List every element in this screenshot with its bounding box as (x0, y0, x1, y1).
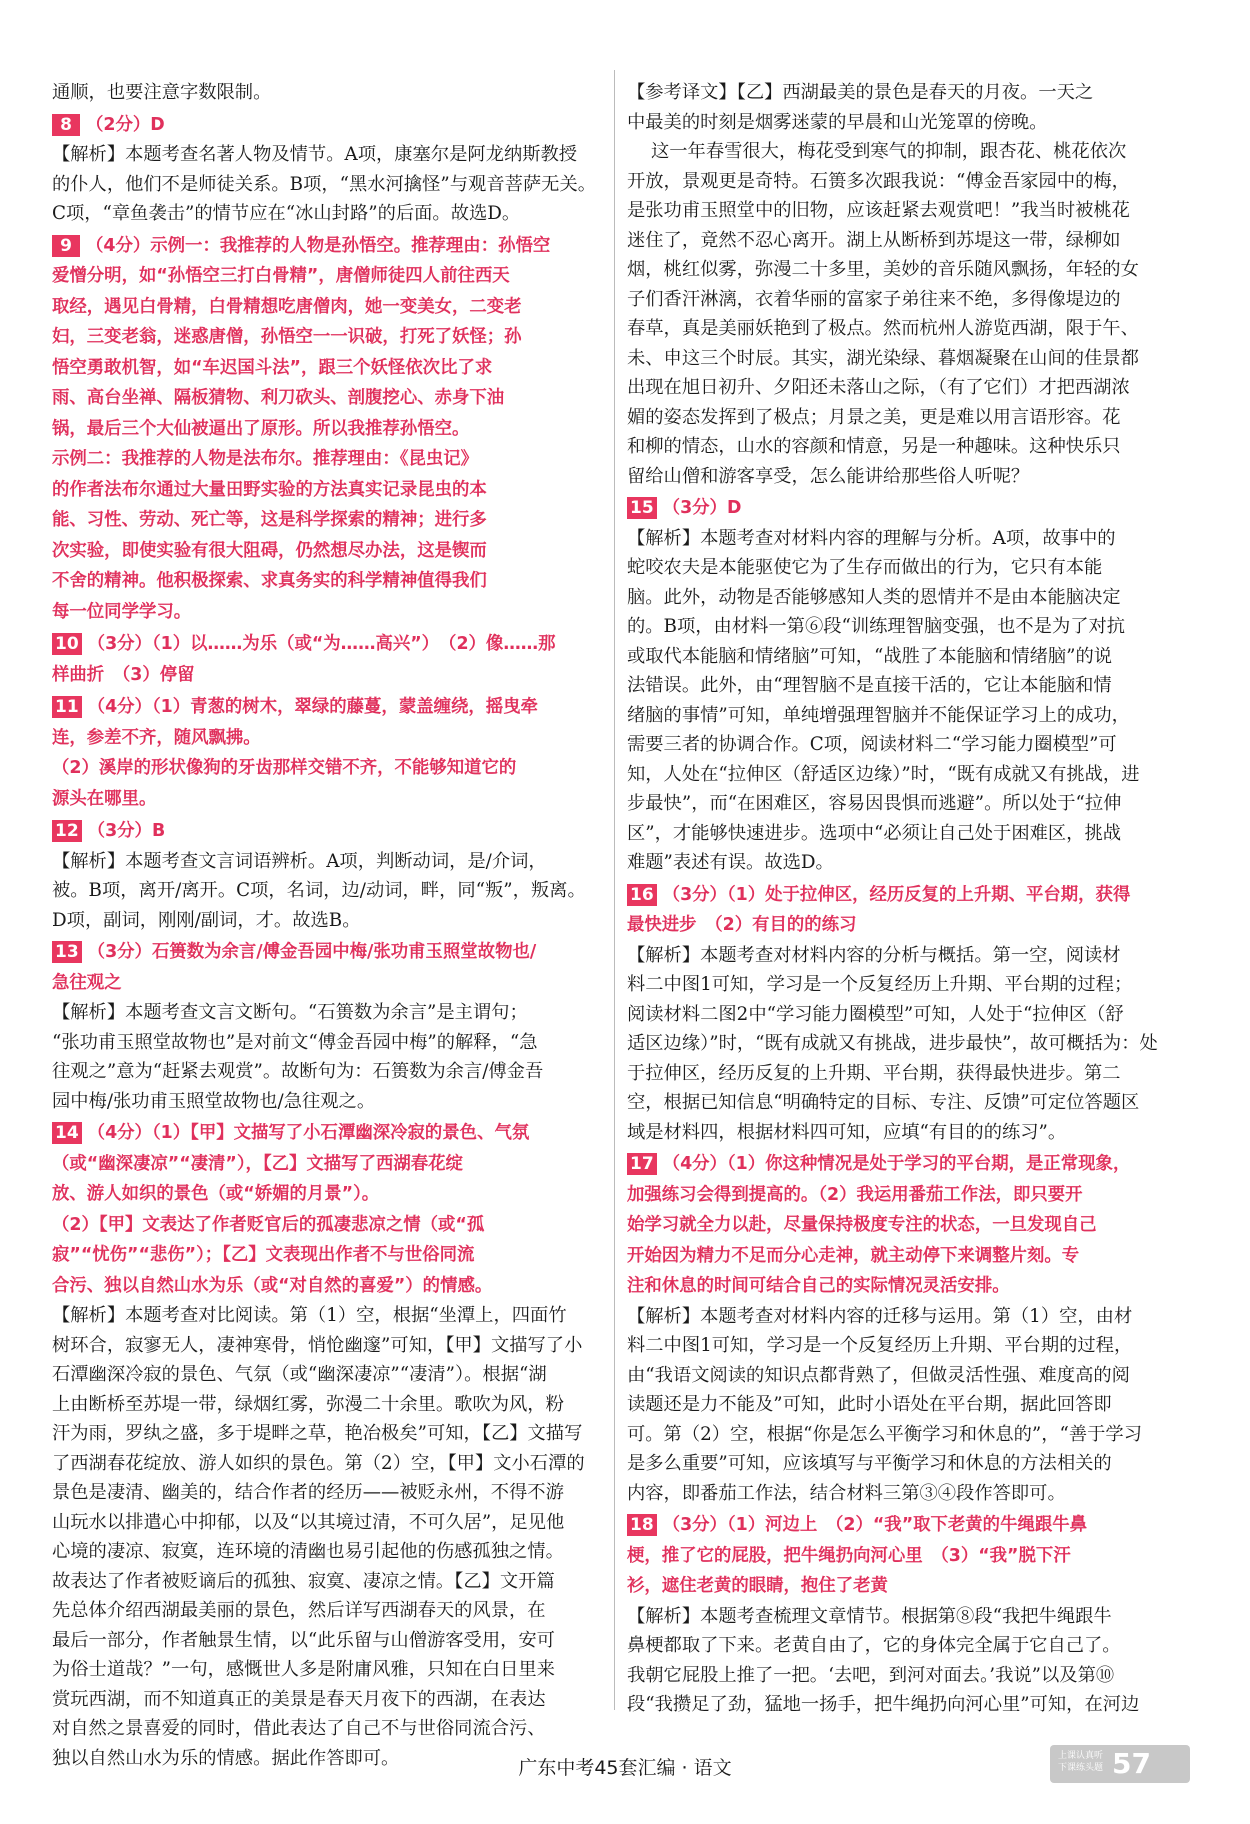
answer-text: （3分）（1）处于拉伸区，经历反复的上升期、平台期，获得 (662, 884, 1131, 905)
answer-text: （4分）（1）青葱的树木，翠绿的藤蔓，蒙盖缠绕，摇曳牵 (87, 697, 538, 717)
answer-text: 锅，最后三个大仙被逼出了原形。所以我推荐孙悟空。 (52, 418, 470, 439)
answer-text: 爱憎分明，如“孙悟空三打白骨精”，唐僧师徒四人前往西天 (52, 266, 510, 286)
explanation-text: 景色是凄清、幽美的，结合作者的经历——被贬永州，不得不游 (52, 1482, 564, 1503)
explanation-text: 读题还是力不能及”可知，此时小语处在平台期，据此回答即 (627, 1394, 1112, 1415)
explanation-text: 脑。此外，动物是否能够感知人类的恩情并不是由本能脑决定 (627, 586, 1121, 608)
explanation-text: C项，“章鱼袭击”的情节应在“冰山封路”的后面。故选D。 (52, 203, 521, 224)
explanation-text: 法错误。此外，由“理智脑不是直接干活的，它让本能脑和情 (627, 675, 1112, 696)
explanation-text: 留给山僧和游客享受，怎么能讲给那些俗人听呢？ (627, 465, 1030, 487)
answer-text: 每一位同学学习。 (52, 601, 192, 622)
answer-text: 始学习就全力以赴，尽量保持极度专注的状态，一旦发现自己 (627, 1215, 1097, 1235)
question-number: 16 (627, 884, 657, 906)
answer-text: （4分）（1）【甲】文描写了小石潭幽深冷寂的景色、气氛 (87, 1123, 530, 1143)
explanation-text: 和柳的情态，山水的容颜和情意，另是一种趣味。这种快乐只 (627, 436, 1121, 457)
answer-text: （4分）示例一：我推荐的人物是孙悟空。推荐理由：孙悟空 (86, 235, 551, 256)
explanation-text: 由“我语文阅读的知识点都背熟了，但做灵活性强、难度高的阅 (627, 1364, 1130, 1386)
answer-text: （或“幽深凄凉”“凄清”），【乙】文描写了西湖春花绽 (52, 1153, 463, 1174)
explanation-text: 了西湖春花绽放、游人如织的景色。第（2）空，【甲】文小石潭的 (52, 1452, 585, 1474)
explanation-text: 阅读材料二图2中“学习能力圈模型”可知，人处于“拉伸区（舒 (627, 1003, 1124, 1025)
explanation-text: 空，根据已知信息“明确特定的目标、专注、反馈”可定位答题区 (627, 1092, 1140, 1113)
answer-text: 衫，遮住老黄的眼睛，抱住了老黄 (627, 1576, 888, 1596)
answer-text: 寂”“忧伤”“悲伤”）；【乙】文表现出作者不与世俗同流 (52, 1245, 475, 1265)
answer-text: （2）溪岸的形状像狗的牙齿那样交错不齐，不能够知道它的 (52, 758, 517, 778)
explanation-text: 【解析】本题考查名著人物及情节。A项，康塞尔是阿龙纳斯教授 (52, 144, 578, 165)
answer-text: 样曲折 （3）停留 (52, 664, 195, 685)
answer-text: （3分）石篑数为余言/傅金吾园中梅/张功甫玉照堂故物也/ (87, 942, 537, 962)
answer-text: 源头在哪里。 (52, 788, 157, 809)
answer-text: （2）【甲】文表达了作者贬官后的孤凄悲凉之情（或“孤 (52, 1214, 485, 1235)
explanation-text: 步最快”，而“在困难区，容易因畏惧而逃避”。所以处于“拉伸 (627, 793, 1122, 814)
answer-text: 悟空勇敢机智，如“车迟国斗法”，跟三个妖怪依次比了求 (52, 357, 493, 378)
page-footer (0, 1745, 1250, 1785)
answer-text: 加强练习会得到提高的。（2）我运用番茄工作法，即只要开 (627, 1184, 1083, 1205)
explanation-text: 可。第（2）空，根据“你是怎么平衡学习和休息的”，“善于学习 (627, 1423, 1142, 1445)
explanation-text: 开放，景观更是奇特。石篑多次跟我说：“傅金吾家园中的梅， (627, 170, 1130, 192)
answer-item-10 (52, 629, 607, 690)
answer-text: 雨、高台坐禅、隔板猜物、利刀砍头、剖腹挖心、赤身下油 (52, 388, 505, 408)
explanation-text: “张功甫玉照堂故物也”是对前文“傅金吾园中梅”的解释，“急 (52, 1031, 538, 1053)
explanation-text: 【解析】本题考查对比阅读。第（1）空，根据“坐潭上，四面竹 (52, 1305, 567, 1326)
explanation-text: 的仆人，他们不是师徒关系。B项，“黑水河擒怪”与观音菩萨无关。 (52, 173, 597, 195)
answer-item-14 (52, 1118, 607, 1773)
answer-text: （3分）D (662, 498, 742, 518)
explanation-text: 料二中图1可知，学习是一个反复经历上升期、平台期的过程， (627, 1335, 1133, 1356)
explanation-text: 内容，即番茄工作法，结合材料三第③④段作答即可。 (627, 1482, 1066, 1504)
explanation-text: 于拉伸区，经历反复的上升期、平台期，获得最快进步。第二 (627, 1062, 1121, 1084)
answer-text: 开始因为精力不足而分心走神，就主动停下来调整片刻。专 (627, 1245, 1080, 1266)
explanation-text: 【解析】本题考查对材料内容的迁移与运用。第（1）空，由材 (627, 1305, 1133, 1327)
answer-text: 能、习性、劳动、死亡等，这是科学探索的精神；进行多 (52, 510, 487, 530)
explanation-text: 【解析】本题考查文言词语辨析。A项，判断动词，是/介词， (52, 850, 547, 872)
explanation-text: 通顺，也要注意字数限制。 (52, 82, 272, 103)
explanation-text: 最后一部分，作者触景生情，以“此乐留与山僧游客受用，安可 (52, 1629, 555, 1651)
explanation-text: 汗为雨，罗纨之盛，多于堤畔之草，艳冶极矣”可知，【乙】文描写 (52, 1423, 583, 1444)
explanation-text: 中最美的时刻是烟雾迷蒙的早晨和山光笼罩的傍晚。 (627, 111, 1048, 133)
badge-slogan: 上课认真听 下课练头题 (1058, 1751, 1104, 1773)
answer-text: 不舍的精神。他积极探索、求真务实的科学精神值得我们 (52, 571, 487, 591)
explanation-text: 往观之”意为“赶紧去观赏”。故断句为：石篑数为余言/傅金吾 (52, 1061, 544, 1082)
question-number: 10 (52, 633, 82, 655)
page-badge (1050, 1745, 1190, 1783)
answer-item-9 (52, 231, 607, 628)
explanation-text: 【解析】本题考查对材料内容的分析与概括。第一空，阅读材 (627, 944, 1121, 966)
text-block (627, 78, 1187, 491)
explanation-text: 对自然之景喜爱的同时，借此表达了自己不与世俗同流合污、 (52, 1718, 546, 1739)
answer-item-17 (627, 1149, 1187, 1508)
explanation-text: 媚的姿态发挥到了极点；月景之美，更是难以用言语形容。花 (627, 406, 1121, 428)
explanation-text: 先总体介绍西湖最美丽的景色，然后详写西湖春天的风景，在 (52, 1600, 546, 1621)
question-number: 9 (52, 235, 80, 257)
explanation-text: 石潭幽深冷寂的景色、气氛（或“幽深凄凉”“凄清”）。根据“湖 (52, 1364, 547, 1385)
explanation-text: 上由断桥至苏堤一带，绿烟红雾，弥漫二十余里。歌吹为风，粉 (52, 1393, 564, 1415)
answer-text: （4分）（1）你这种情况是处于学习的平台期，是正常现象， (662, 1154, 1131, 1174)
explanation-text: 这一年春雪很大，梅花受到寒气的抑制，跟杏花、桃花依次 (651, 141, 1127, 162)
explanation-text: 是多么重要”可知，应该填写与平衡学习和休息的方法相关的 (627, 1453, 1112, 1474)
explanation-text: 域是材料四，根据材料四可知，应填“有目的的练习”。 (627, 1121, 1067, 1143)
answer-text: 最快进步 （2）有目的的练习 (627, 915, 857, 935)
answer-text: 合污、独以自然山水为乐（或“对自然的喜爱”）的情感。 (52, 1275, 493, 1296)
explanation-text: 是张功甫玉照堂中的旧物，应该赶紧去观赏吧！”我当时被桃花 (627, 200, 1130, 221)
answer-text: （2分）D (86, 114, 165, 135)
question-number: 14 (52, 1122, 82, 1144)
answer-item-8 (52, 110, 607, 229)
explanation-text: 【解析】本题考查梳理文章情节。根据第⑧段“我把牛绳跟牛 (627, 1605, 1112, 1627)
question-number: 17 (627, 1153, 657, 1175)
explanation-text: 迷住了，竟然不忍心离开。湖上从断桥到苏堤这一带，绿柳如 (627, 229, 1121, 251)
answer-text: 连，参差不齐，随风飘拂。 (52, 727, 261, 748)
left-column (52, 78, 607, 1775)
answer-text: 示例二：我推荐的人物是法布尔。推荐理由：《昆虫记》 (52, 449, 479, 469)
explanation-text: 我朝它屁股上推了一把。‘去吧，到河对面去。’我说”以及第⑩ (627, 1664, 1115, 1686)
explanation-text: 【解析】本题考查对材料内容的理解与分析。A项，故事中的 (627, 527, 1116, 549)
question-number: 8 (52, 114, 80, 136)
explanation-text: 绪脑的事情”可知，单纯增强理智脑并不能保证学习上的成功， (627, 704, 1130, 726)
explanation-text: D项，副词，刚刚/副词，才。故选B。 (52, 909, 361, 931)
explanation-text: 被。B项，离开/离开。C项，名词，边/动词，畔，同“叛”，叛离。 (52, 880, 586, 901)
explanation-text: 子们香汗淋漓，衣着华丽的富家子弟往来不绝，多得像堤边的 (627, 288, 1121, 310)
answer-text: 妇，三变老翁，迷惑唐僧，孙悟空一一识破，打死了妖怪；孙 (52, 327, 522, 347)
right-column (627, 78, 1187, 1722)
explanation-text: 需要三者的协调合作。C项，阅读材料二“学习能力圈模型”可 (627, 734, 1117, 755)
explanation-text: 料二中图1可知，学习是一个反复经历上升期、平台期的过程； (627, 974, 1133, 995)
explanation-text: 蛇咬农夫是本能驱使它为了生存而做出的行为，它只有本能 (627, 557, 1103, 578)
answer-item-16 (627, 880, 1187, 1148)
page-number: 57 (1112, 1747, 1151, 1780)
answer-text: 的作者法布尔通过大量田野实验的方法真实记录昆虫的本 (52, 479, 487, 500)
explanation-text: 山玩水以排遣心中抑郁，以及“以其境过清，不可久居”，足见他 (52, 1511, 565, 1533)
explanation-text: 段“我攒足了劲，猛地一扬手，把牛绳扔向河心里”可知，在河边 (627, 1694, 1140, 1715)
answer-item-18 (627, 1510, 1187, 1720)
explanation-text: 或取代本能脑和情绪脑”可知，“战胜了本能脑和情绪脑”的说 (627, 645, 1113, 667)
explanation-text: 难题”表述有误。故选D。 (627, 852, 834, 873)
answer-item-11 (52, 692, 607, 814)
explanation-text: 故表达了作者被贬谪后的孤独、寂寞、凄凉之情。【乙】文开篇 (52, 1570, 555, 1592)
answer-text: 急往观之 (52, 972, 122, 993)
explanation-text: 的。B项，由材料一第⑥段“训练理智脑变强，也不是为了对抗 (627, 616, 1126, 637)
explanation-text: 烟，桃红似雾，弥漫二十多里，美妙的音乐随风飘扬，年轻的女 (627, 259, 1139, 280)
text-block (52, 78, 607, 108)
answer-text: （3分）B (87, 821, 166, 841)
answer-item-12 (52, 816, 607, 935)
column-divider (614, 70, 615, 1710)
answer-text: 取经，遇见白骨精，白骨精想吃唐僧肉，她一变美女，二变老 (52, 296, 522, 317)
answer-text: 梗，推了它的屁股，把牛绳扔向河心里 （3）“我”脱下汗 (627, 1545, 1071, 1566)
explanation-text: 出现在旭日初升、夕阳还未落山之际，（有了它们）才把西湖浓 (627, 377, 1130, 398)
explanation-text: 春草，真是美丽妖艳到了极点。然而杭州人游览西湖，限于午、 (627, 318, 1139, 339)
answer-text: 注和休息的时间可结合自己的实际情况灵活安排。 (627, 1276, 1010, 1296)
explanation-text: 赏玩西湖，而不知道真正的美景是春天月夜下的西湖，在表达 (52, 1688, 546, 1710)
explanation-text: 【解析】本题考查文言文断句。“石篑数为余言”是主谓句； (52, 1002, 528, 1023)
explanation-text: 为俗士道哉？”一句，感慨世人多是附庸风雅，只知在白日里来 (52, 1659, 555, 1680)
explanation-text: 园中梅/张功甫玉照堂故物也/急往观之。 (52, 1090, 376, 1112)
question-number: 13 (52, 941, 82, 963)
explanation-text: 鼻梗都取了下来。老黄自由了，它的身体完全属于它自己了。 (627, 1635, 1121, 1656)
answer-text: 放、游人如织的景色（或“娇媚的月景”）。 (52, 1184, 380, 1204)
question-number: 12 (52, 820, 82, 842)
answer-item-13 (52, 937, 607, 1116)
explanation-text: 区”，才能够快速进步。选项中“必须让自己处于困难区，挑战 (627, 822, 1122, 844)
explanation-text: 树环合，寂寥无人，凄神寒骨，悄怆幽邃”可知，【甲】文描写了小 (52, 1334, 583, 1356)
question-number: 11 (52, 696, 82, 718)
question-number: 15 (627, 497, 657, 519)
explanation-text: 心境的凄凉、寂寞，连环境的清幽也易引起他的伤感孤独之情。 (52, 1541, 564, 1562)
question-number: 18 (627, 1514, 657, 1536)
explanation-text: 【参考译文】【乙】西湖最美的景色是春天的月夜。一天之 (627, 82, 1094, 103)
answer-text: 次实验，即使实验有很大阻碍，仍然想尽办法，这是锲而 (52, 540, 487, 561)
answer-text: （3分）（1）以……为乐（或“为……高兴”） （2）像……那 (87, 634, 556, 654)
explanation-text: 知，人处在“拉伸区（舒适区边缘）”时，“既有成就又有挑战，进 (627, 763, 1140, 785)
answer-text: （3分）（1）河边上 （2）“我”取下老黄的牛绳跟牛鼻 (662, 1515, 1088, 1535)
explanation-text: 适区边缘）”时，“既有成就又有挑战，进步最快”，故可概括为：处 (627, 1033, 1158, 1054)
explanation-text: 独以自然山水为乐的情感。据此作答即可。 (52, 1747, 400, 1769)
answer-item-15 (627, 493, 1187, 878)
explanation-text: 未、申这三个时辰。其实，湖光染绿、暮烟凝聚在山间的佳景都 (627, 347, 1139, 369)
book-title: 广东中考45套汇编 · 语文 (518, 1757, 732, 1779)
